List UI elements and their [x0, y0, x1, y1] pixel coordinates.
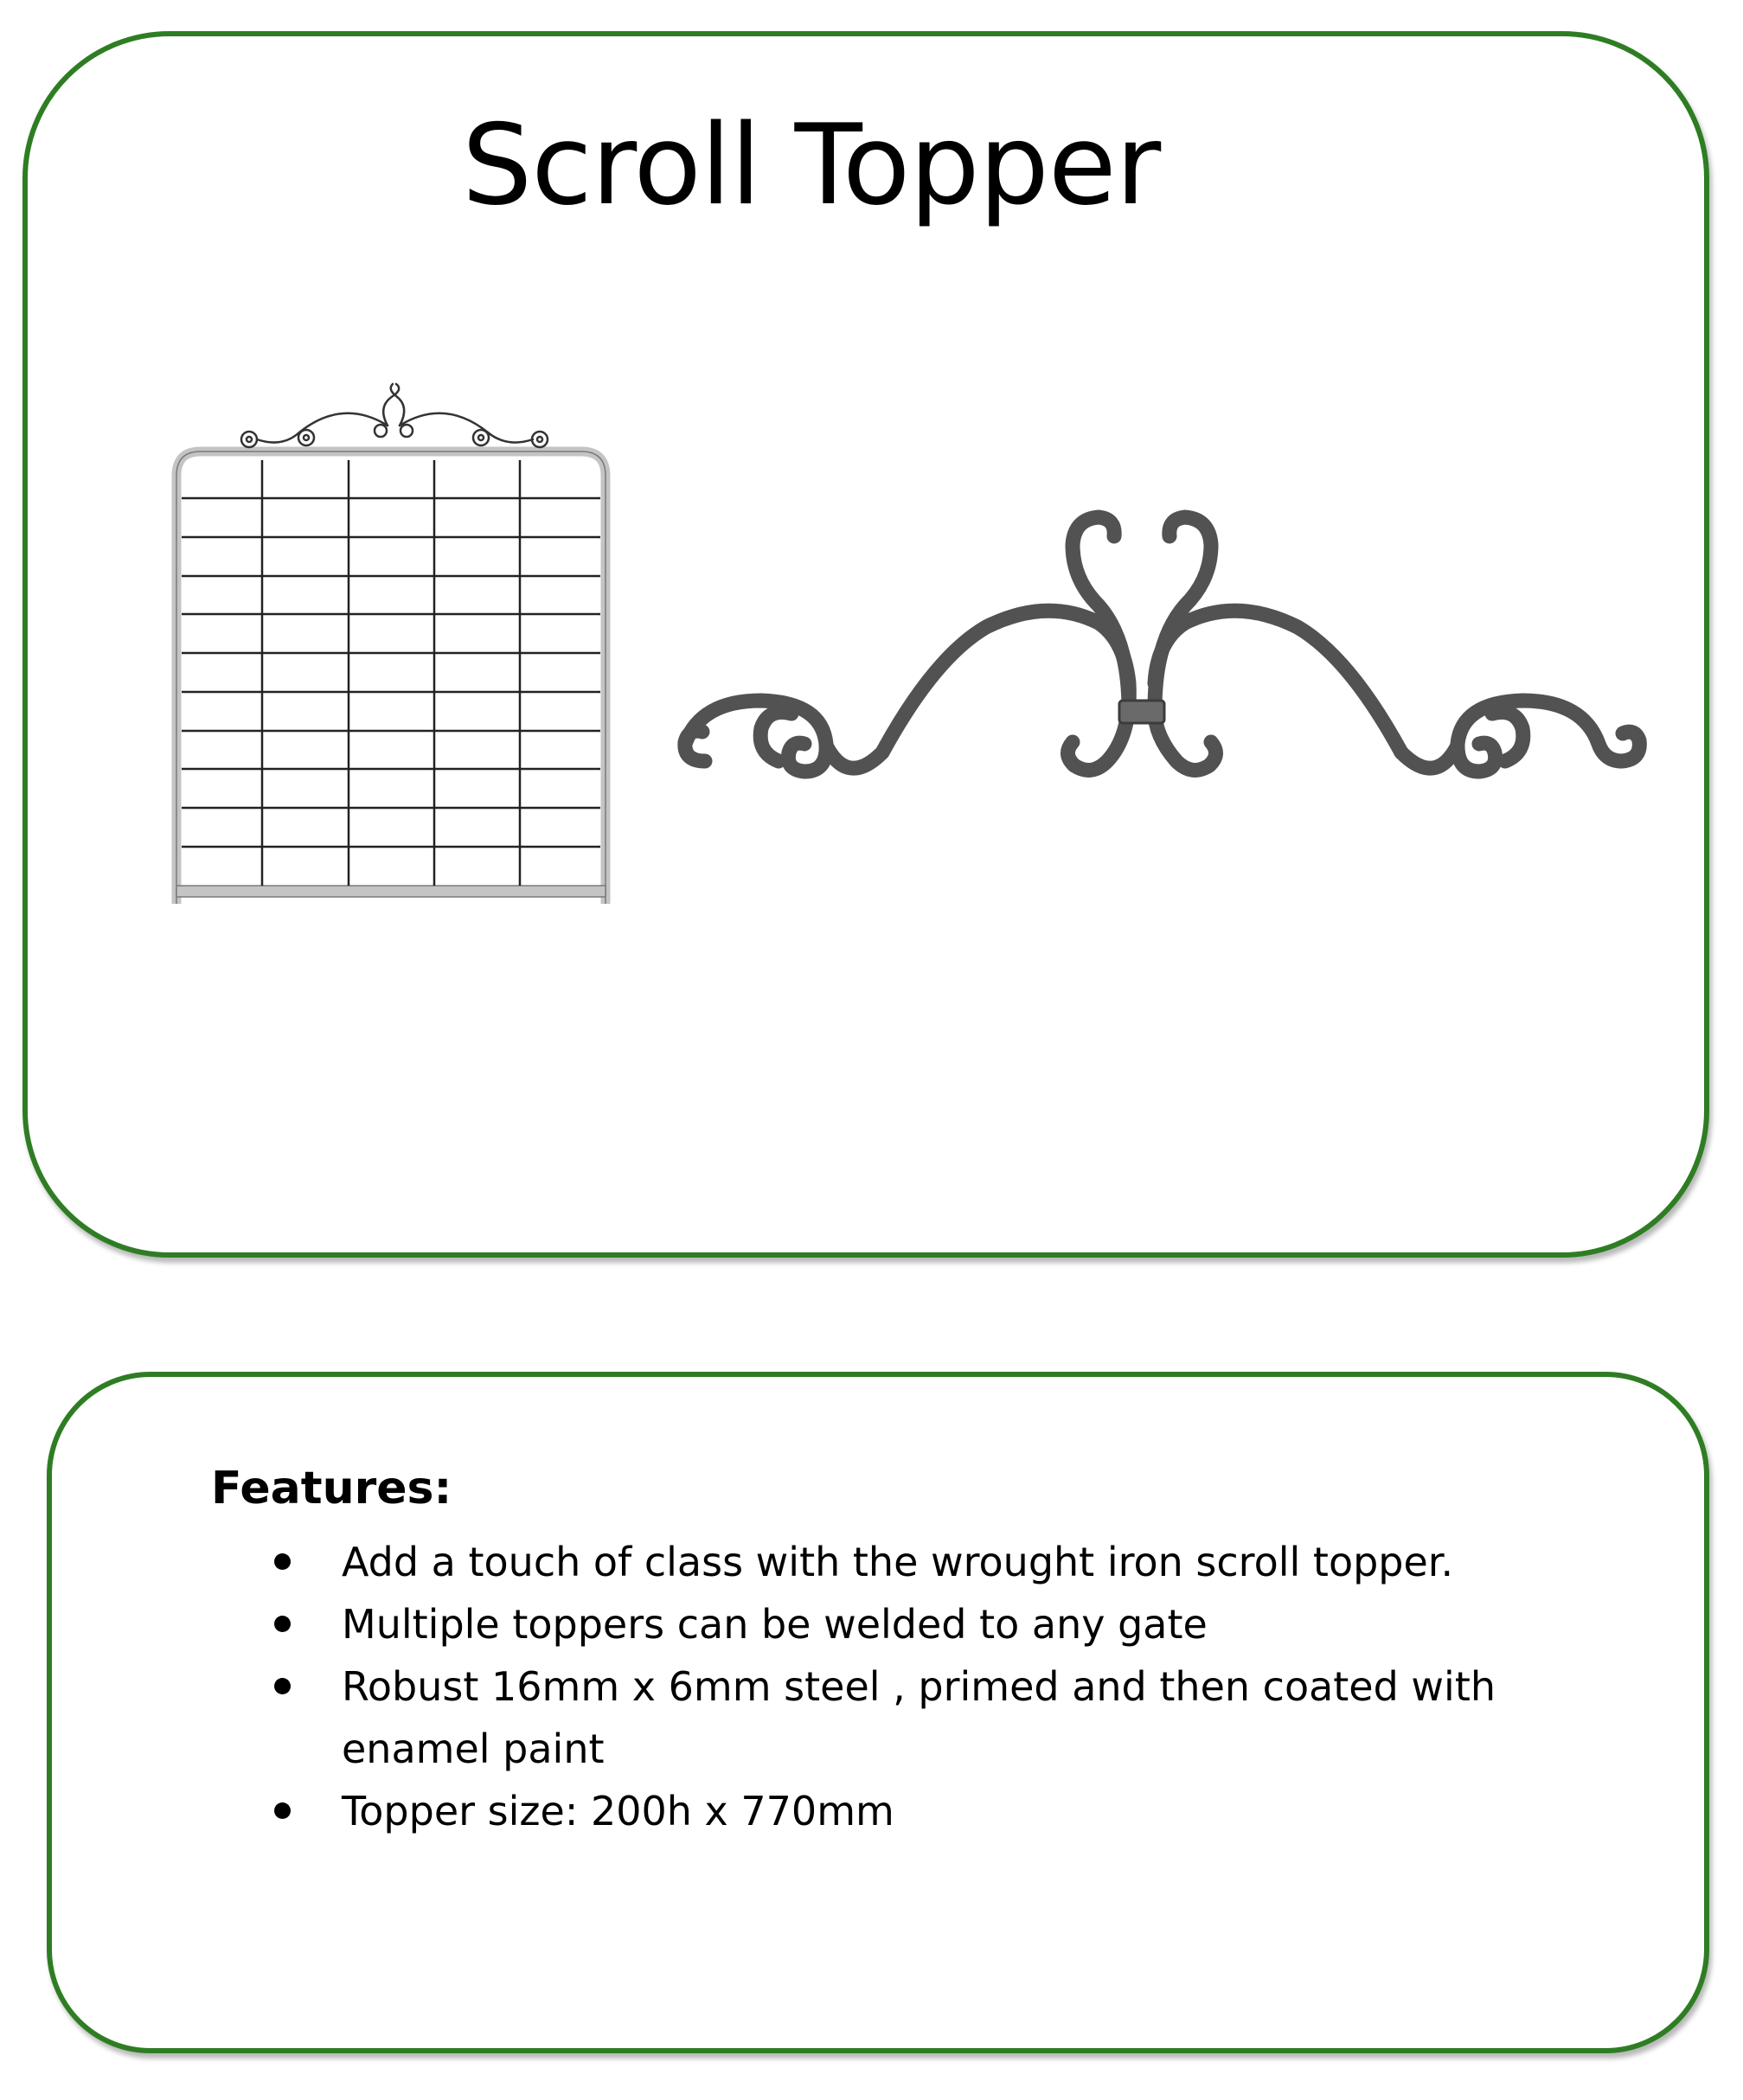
gate-mesh	[182, 460, 600, 886]
feature-item: Topper size: 200h x 770mm	[342, 1780, 1605, 1842]
scroll-topper	[685, 517, 1639, 771]
feature-item: Multiple toppers can be welded to any gate	[342, 1593, 1605, 1655]
page-title: Scroll Topper	[462, 101, 1161, 230]
gate-frame	[176, 451, 606, 904]
features-heading: Features:	[211, 1463, 452, 1514]
scroll-topper-illustration	[675, 502, 1652, 796]
topper-collar	[1119, 701, 1164, 723]
gate-illustration	[170, 381, 619, 908]
feature-item: Robust 16mm x 6mm steel , primed and then coated with enamel paint	[342, 1655, 1605, 1780]
features-list	[342, 1531, 1605, 1842]
gate-bottom-rail	[176, 886, 606, 897]
gate-topper	[241, 384, 548, 447]
feature-item: Add a touch of class with the wrought iron scroll topper.	[342, 1531, 1605, 1593]
